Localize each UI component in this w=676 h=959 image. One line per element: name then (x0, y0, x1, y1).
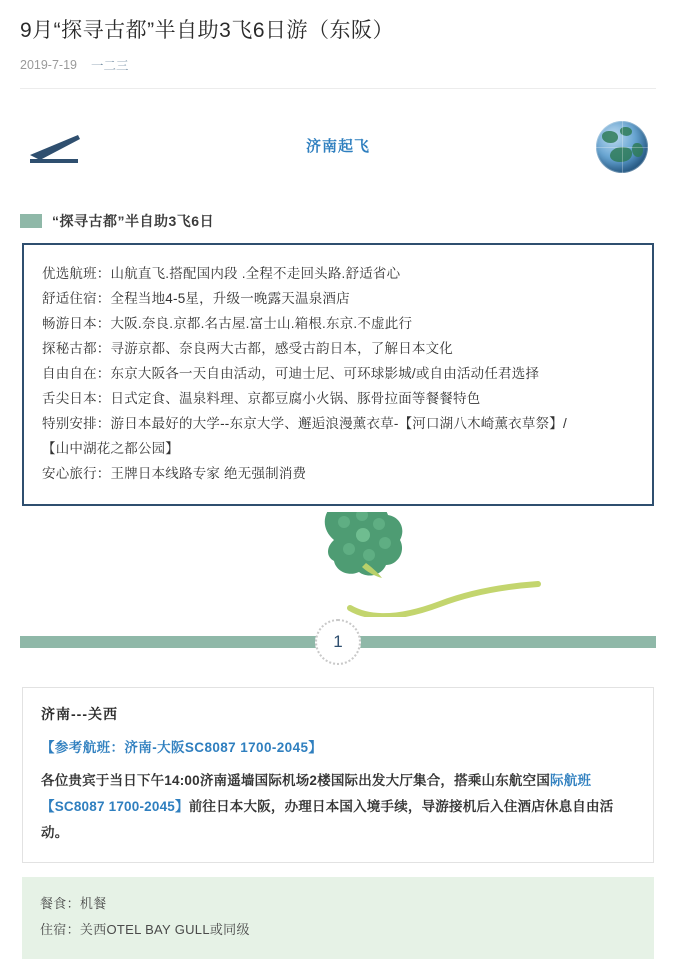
departure-banner (0, 107, 676, 195)
highlight-line: 优选航班：山航直飞.搭配国内段 .全程不走回头路.舒适省心 (42, 266, 401, 281)
globe-icon (596, 121, 648, 173)
day-description-line-3: 住酒店休息自由活动。 (41, 799, 614, 840)
article-header (0, 0, 676, 88)
section-heading-label: “探寻古都”半自助3飞6日 (52, 213, 215, 229)
highlight-line: 探秘古都：寻游京都、奈良两大古都，感受古韵日本，了解日本文化 (42, 341, 453, 356)
leaf-decoration (0, 512, 676, 617)
highlights-box (22, 243, 654, 506)
section-heading (20, 211, 656, 231)
author-link[interactable]: 一二三 (91, 59, 129, 73)
day-description-line-1: 各位贵宾于当日下午14:00济南遥墙国际机场2楼国际出发大厅集合，搭乘山东航空国 (41, 773, 551, 788)
day-number-badge: 1 (315, 619, 361, 665)
day-description-flight-highlight: 际航班【SC8087 1700-2045】 (41, 773, 592, 814)
day-description (41, 768, 635, 846)
hotel-info: 住宿：关西OTEL BAY GULL或同级 (40, 922, 250, 937)
day-services-box (22, 877, 654, 959)
itinerary-day-card (22, 687, 654, 863)
meal-info: 餐食：机餐 (40, 896, 107, 911)
day-description-line-2: 前往日本大阪，办理日本国入境手续，导游接机后入 (188, 799, 504, 814)
highlight-line: 舌尖日本：日式定食、温泉料理、京都豆腐小火锅、豚骨拉面等餐餐特色 (42, 391, 481, 406)
header-divider (20, 88, 656, 89)
page-title: 9月“探寻古都”半自助3飞6日游（东阪） (20, 19, 395, 42)
publish-date: 2019-7-19 (20, 58, 77, 72)
highlight-line: 安心旅行：王牌日本线路专家 绝无强制消费 (42, 466, 307, 481)
leaf-illustration-icon (128, 512, 548, 617)
departure-city-label: 济南起飞 (305, 138, 370, 155)
day-route-label: 济南---关西 (41, 706, 118, 722)
highlight-line: 舒适住宿：全程当地4-5星，升级一晚露天温泉酒店 (42, 291, 350, 306)
highlight-line: 特别安排：游日本最好的大学--东京大学、邂逅浪漫薰衣草-【河口湖八木崎薰衣草祭】/ (42, 416, 567, 431)
heading-accent-bar (20, 214, 42, 228)
day-divider (0, 619, 676, 665)
article-meta (20, 56, 656, 88)
highlight-line: 【山中湖花之都公园】 (42, 441, 179, 456)
reference-flight-label: 【参考航班：济南-大阪SC8087 1700-2045】 (41, 740, 323, 755)
highlight-line: 畅游日本：大阪.奈良.京都.名古屋.富士山.箱根.东京.不虚此行 (42, 316, 413, 331)
highlight-line: 自由自在：东京大阪各一天自由活动，可迪士尼、可环球影城/或自由活动任君选择 (42, 366, 540, 381)
